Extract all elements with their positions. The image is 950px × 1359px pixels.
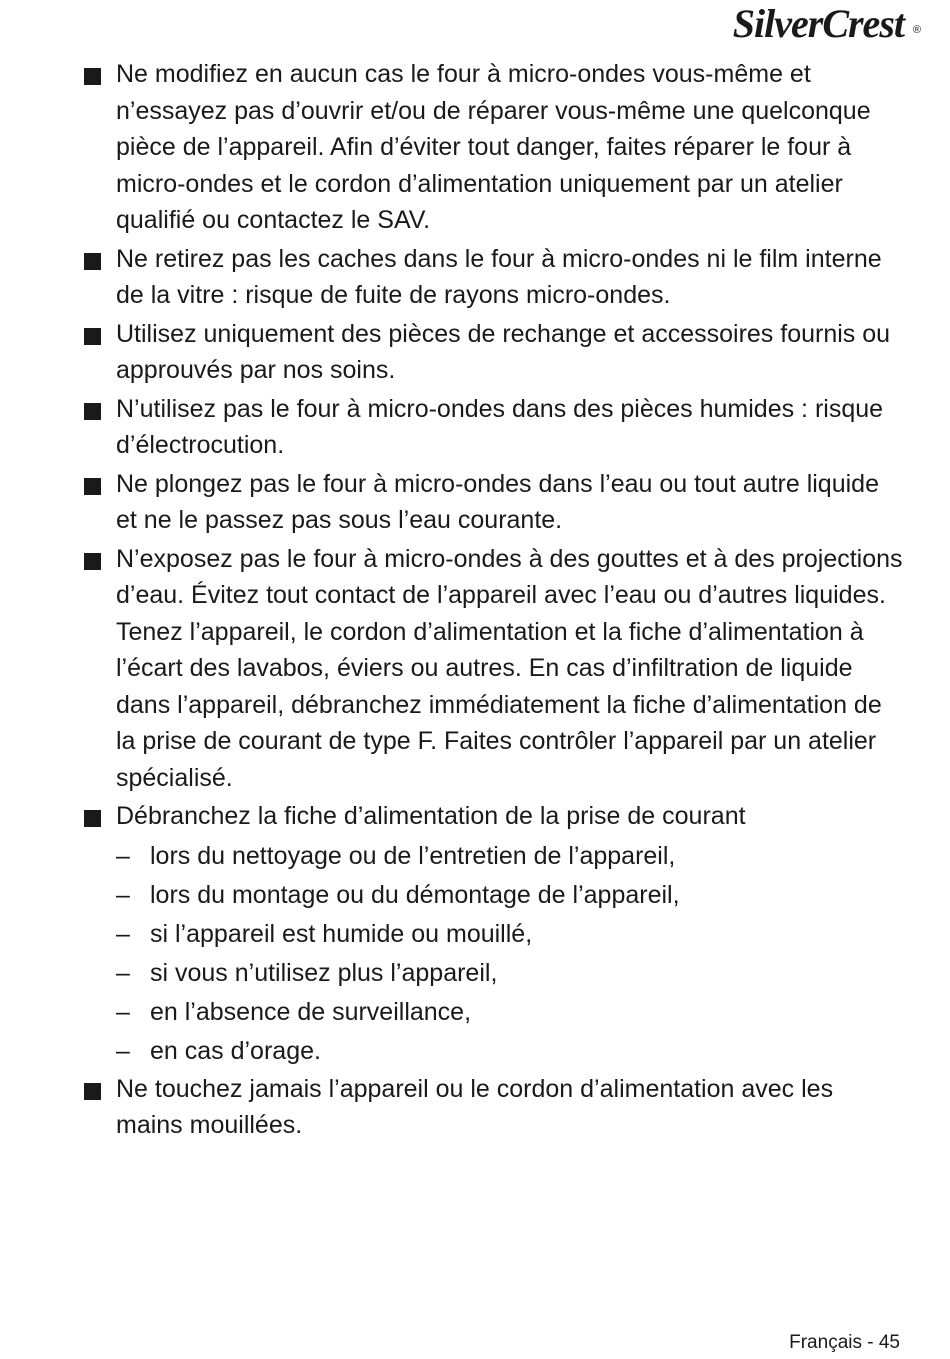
- dash-bullet-icon: –: [116, 880, 130, 909]
- list-item: [0, 541, 950, 797]
- sub-list-item: [0, 915, 950, 954]
- sub-list-item: [0, 1032, 950, 1071]
- list-item-text: N’utilisez pas le four à micro-ondes dans des pièces humides : risque d’électrocution.: [116, 394, 884, 459]
- sub-list-item-text: en l’absence de surveillance,: [150, 997, 472, 1026]
- safety-instructions: [0, 56, 950, 1146]
- list-item: [0, 56, 950, 239]
- list-item: [0, 316, 950, 389]
- sub-list-item-text: lors du nettoyage ou de l’entretien de l’appareil,: [150, 841, 676, 870]
- dash-bullet-icon: –: [116, 919, 130, 948]
- list-item: [0, 391, 950, 464]
- square-bullet-icon: [84, 253, 101, 270]
- dash-bullet-icon: –: [116, 841, 130, 870]
- square-bullet-icon: [84, 328, 101, 345]
- sub-list-item: [0, 837, 950, 876]
- brand-logo: [732, 1, 920, 46]
- sub-list-item-text: lors du montage ou du démontage de l’appareil,: [150, 880, 680, 909]
- registered-mark: ®: [912, 24, 920, 36]
- list-item: [0, 798, 950, 835]
- list-item-text: N’exposez pas le four à micro-ondes à des gouttes et à des projections d’eau. Évitez tout contact de l’appareil avec l’eau ou d’autres liquides. Tenez l’appareil, le cordon d’alimentation et la fiche d’alimentation à l’écart des lavabos, éviers ou autres. En cas d’infiltration de liquide dans l’appareil, débranchez immédiatement la fiche d’alimentation de la prise de courant de type F. Faites contrôler l’appareil par un atelier spécialisé.: [116, 544, 903, 792]
- list-item-text: Ne touchez jamais l’appareil ou le cordon d’alimentation avec les mains mouillées.: [116, 1074, 834, 1139]
- sub-list-item-text: si vous n’utilisez plus l’appareil,: [150, 958, 498, 987]
- dash-bullet-icon: –: [116, 997, 130, 1026]
- sub-list-item-text: en cas d’orage.: [150, 1036, 321, 1065]
- sub-list-item: [0, 876, 950, 915]
- square-bullet-icon: [84, 68, 101, 85]
- list-item-text: Débranchez la fiche d’alimentation de la prise de courant: [116, 802, 746, 830]
- sub-list-item: [0, 954, 950, 993]
- list-item: [0, 241, 950, 314]
- square-bullet-icon: [84, 1083, 101, 1100]
- square-bullet-icon: [84, 553, 101, 570]
- list-item: [0, 1071, 950, 1144]
- list-item: [0, 466, 950, 539]
- sub-list-item: [0, 993, 950, 1032]
- list-item-text: Ne plongez pas le four à micro-ondes dans l’eau ou tout autre liquide et ne le passez pas sous l’eau courante.: [116, 469, 879, 534]
- square-bullet-icon: [84, 478, 101, 495]
- sub-list-item-text: si l’appareil est humide ou mouillé,: [150, 919, 533, 948]
- list-item-text: Ne retirez pas les caches dans le four à micro-ondes ni le film interne de la vitre : risque de fuite de rayons micro-ondes.: [116, 244, 882, 309]
- square-bullet-icon: [84, 810, 101, 827]
- dash-bullet-icon: –: [116, 958, 130, 987]
- square-bullet-icon: [84, 403, 101, 420]
- list-item-text: Ne modifiez en aucun cas le four à micro-ondes vous-même et n’essayez pas d’ouvrir et/ou de réparer vous-même une quelconque pièce de l’appareil. Afin d’éviter tout danger, faites réparer le four à micro-ondes et le cordon d’alimentation uniquement par un atelier qualifié ou contactez le SAV.: [116, 60, 871, 234]
- list-item-text: Utilisez uniquement des pièces de rechange et accessoires fournis ou approuvés par nos soins.: [116, 319, 891, 384]
- brand-logo-text: SilverCrest: [732, 1, 904, 46]
- dash-bullet-icon: –: [116, 1036, 130, 1065]
- page-footer: Français - 45: [789, 1332, 900, 1353]
